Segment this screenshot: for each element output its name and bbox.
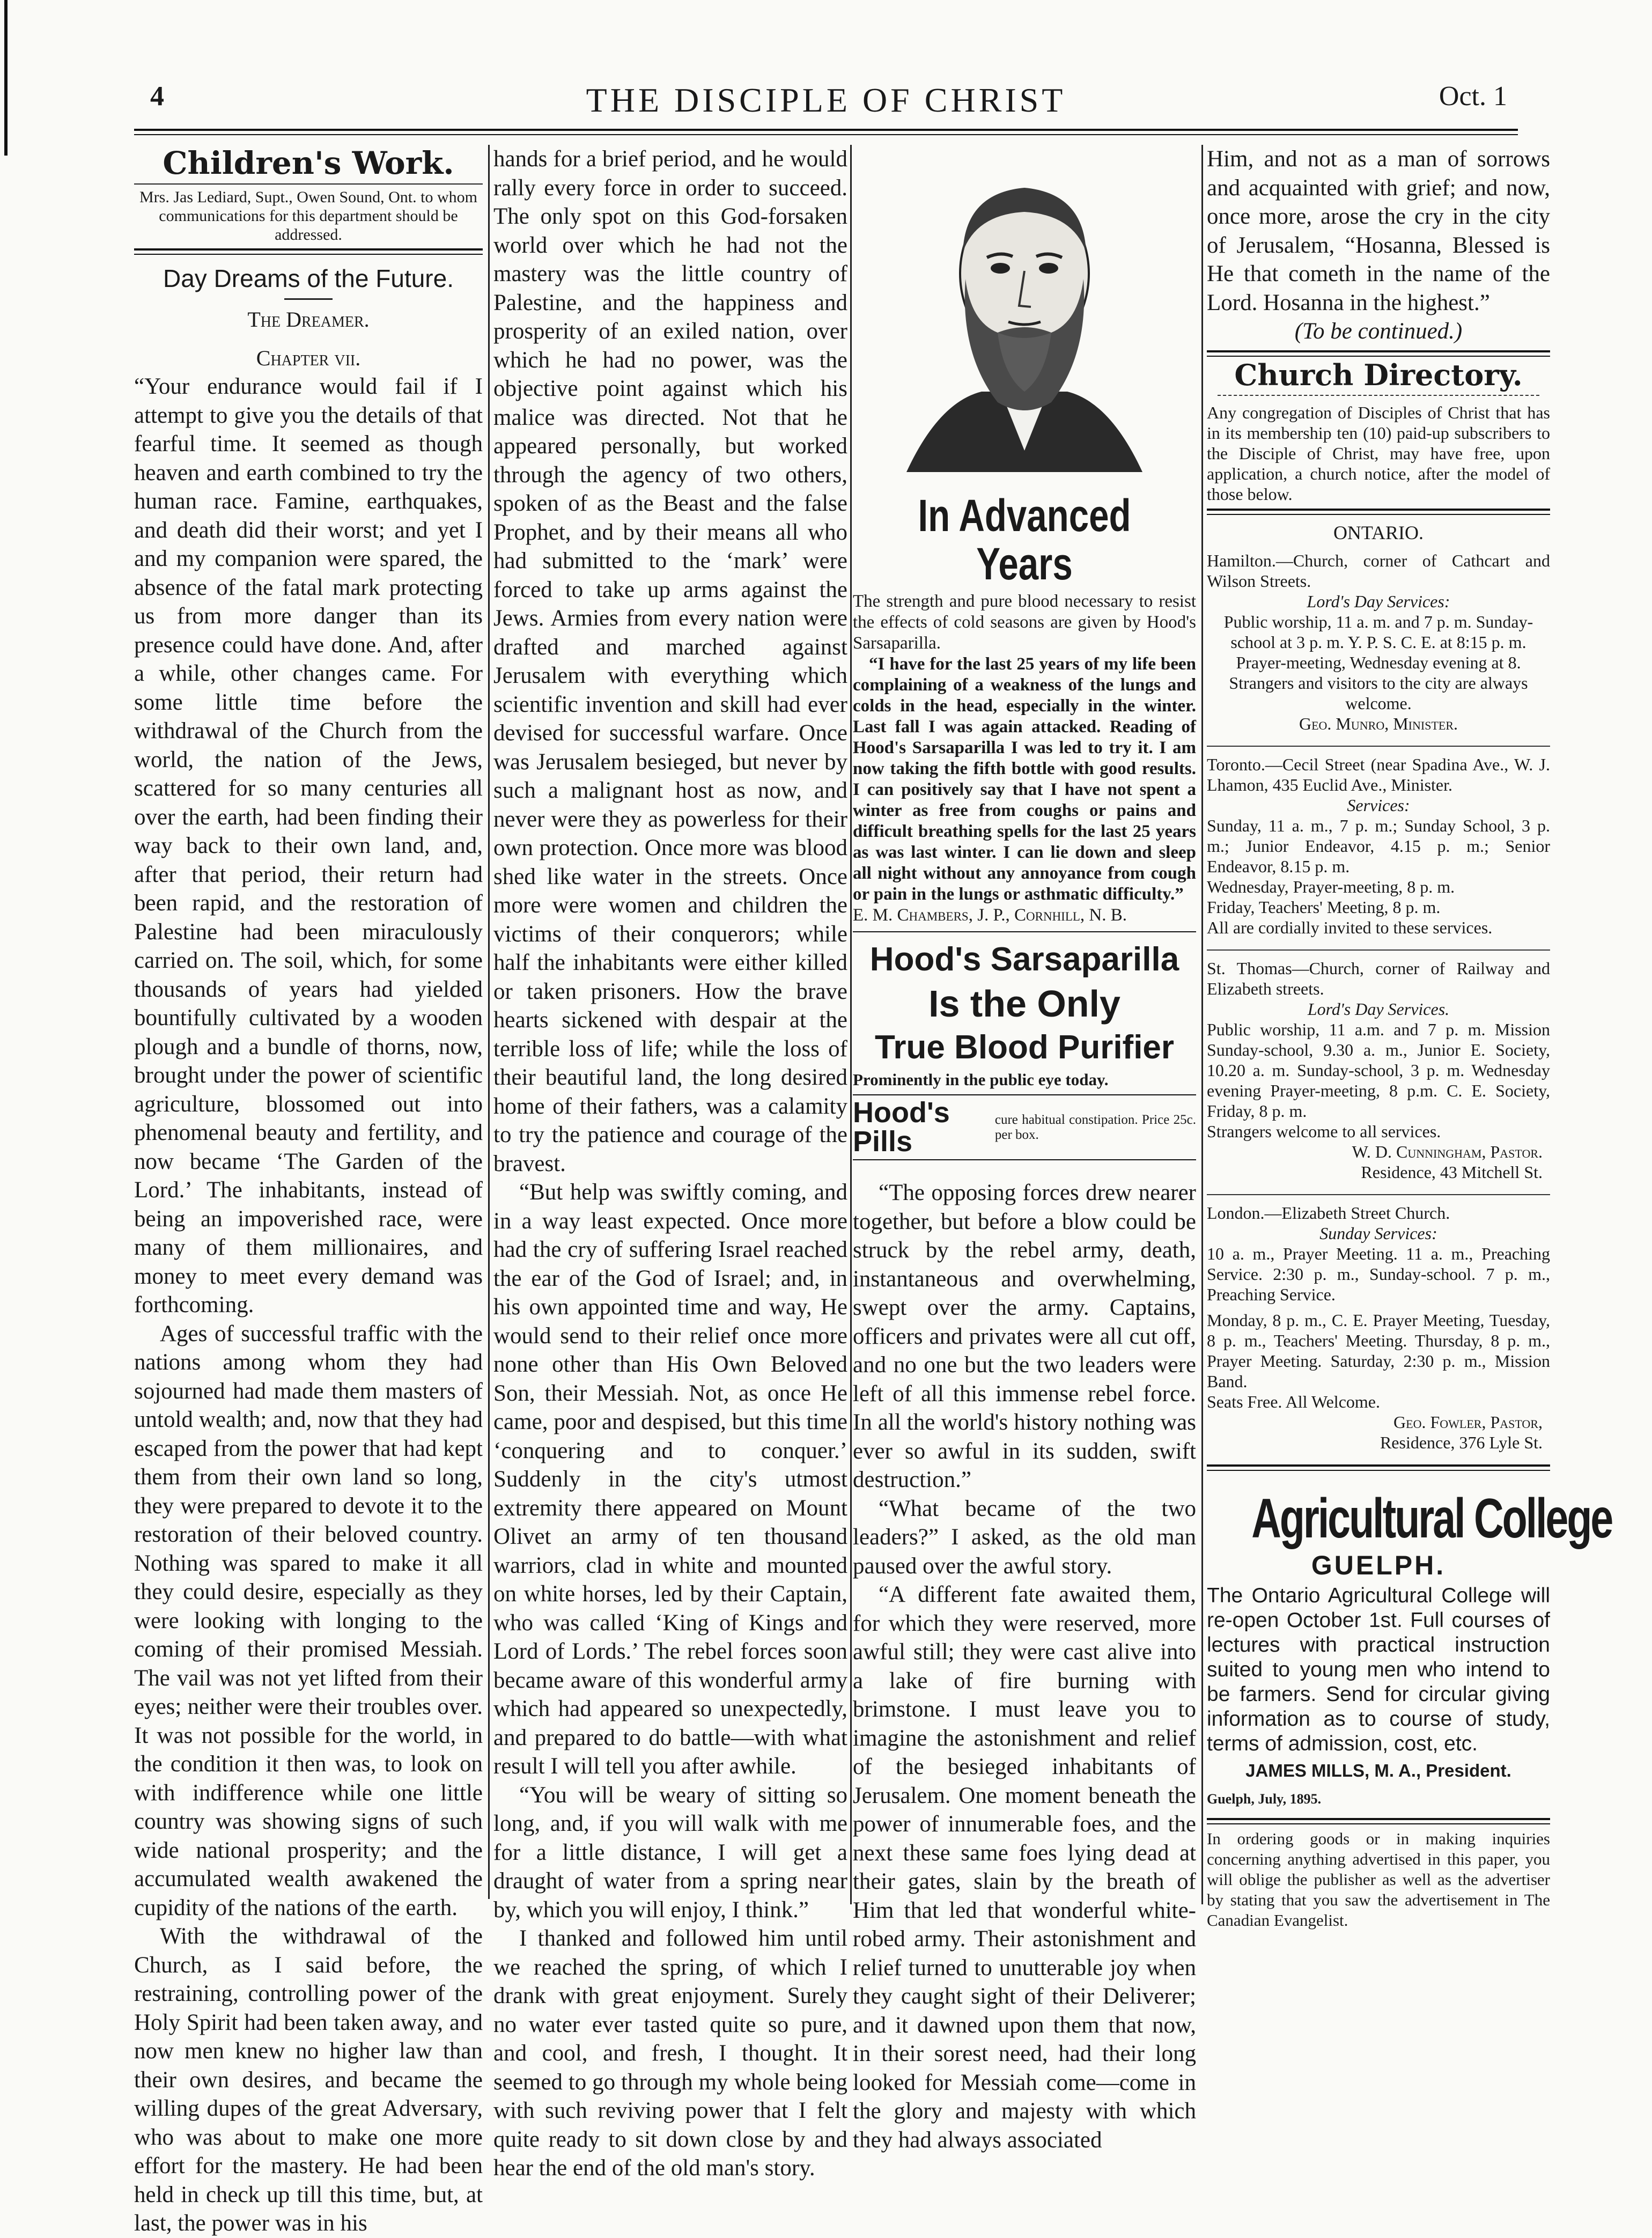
story-title: Day Dreams of the Future. xyxy=(163,264,454,292)
paragraph: Ages of successful traffic with the nations among whom they had sojourned had made them masters of untold wealth; and, now that they had escaped from the power that had kept them from their own land so long, they were prepared to devote it to the restoration of their beloved country. Nothing was spared to make it all they could desire, especially as they were looking with longing to the coming of their promised Messiah. The vail was not yet lifted from their eyes; neither were their troubles over. It was not possible for the world, in the condition it then was, to look on with indifference while one little country was showing signs of such wide national prosperity; and the accumulated wealth awakened the cupidity of the nations of the earth. xyxy=(134,1321,483,1920)
entry-prayer: Prayer-meeting, Wednesday evening at 8. xyxy=(1236,653,1521,672)
pills-name: Hood's Pills xyxy=(853,1096,950,1158)
column-divider xyxy=(850,145,852,1904)
directory-title: Church Directory. xyxy=(1234,357,1523,392)
ad-line: True Blood Purifier xyxy=(874,1029,1175,1066)
entry-head: St. Thomas—Church, corner of Railway and Elizabeth streets. xyxy=(1207,959,1550,998)
entry-invite: All are cordially invited to these services. xyxy=(1207,918,1493,937)
entry-services: 10 a. m., Prayer Meeting. 11 a. m., Preaching Service. 2:30 p. m., Sunday-school. 7 p. m., Preaching Service. xyxy=(1207,1244,1550,1304)
paragraph: “Your endurance would fail if I attempt to give you the details of that fearful time. It seemed as though heaven and earth combined to try the human race. Famine, earthquakes, and death did their worst; and yet I and my companion were spared, the absence of the fatal mark protecting us from more danger than its presence could have done. And, after a while, other changes came. For some little time before the withdrawal of the Church from the world, the nation of the Jews, scattered for so many centuries all over the earth, had been finding their way back to their own land, and, after that period, their return had been rapid, and the restoration of Palestine had been miraculously carried on. The soil, which, for some thousands of years had yielded bountifully cultivated by a wooden plough and a bundle of thorns, now, brought under the power of scientific agriculture, blossomed out into phenomenal beauty and fertility, and now became ‘The Garden of the Lord.’ The inhabitants, instead of being an impoverished race, were many of them millionaires, and money to meet every demand was forthcoming. xyxy=(134,374,483,1317)
rule xyxy=(1207,1464,1550,1471)
ad-signature: E. M. Chambers, J. P., Cornhill, N. B. xyxy=(853,905,1127,925)
header-rule xyxy=(134,129,1518,135)
rule xyxy=(1218,395,1539,396)
column-3 xyxy=(853,145,1196,2153)
entry-friday: Friday, Teachers' Meeting, 8 p. m. xyxy=(1207,897,1441,917)
entry-head: London.—Elizabeth Street Church. xyxy=(1207,1203,1450,1223)
section-note: Mrs. Jas Lediard, Supt., Owen Sound, Ont. to whom communications for this department should be addressed. xyxy=(134,183,483,244)
rule xyxy=(1207,509,1550,515)
entry-services-label: Sunday Services: xyxy=(1319,1224,1437,1243)
entry-head: Toronto.—Cecil Street (near Spadina Ave., W. J. Lhamon, 435 Euclid Ave., Minister. xyxy=(1207,755,1550,794)
college-ad-date: Guelph, July, 1895. xyxy=(1207,1791,1322,1807)
entry-wednesday: Wednesday, Prayer-meeting, 8 p. m. xyxy=(1207,877,1455,896)
chapter-heading: Chapter vii. xyxy=(256,345,361,370)
entry-services-label: Lord's Day Services: xyxy=(1307,592,1450,611)
entry-services-label: Services: xyxy=(1347,796,1410,815)
paragraph: hands for a brief period, and he would rally every force in order to succeed. The only spot on this God-forsaken world over which he had not the mastery was the little country of Palestine, and the happiness and prosperity of an exiled nation, over which he had no power, was the objective point against which his malice was directed. Not that he appeared personally, but worked through the agency of two others, spoken of as the Beast and the false Prophet, and by their means all who had submitted to the ‘mark’ were forced to take up arms against the Jews. Armies from every nation were drafted and marched against Jerusalem with everything which scientific invention and skill had ever devised for successful warfare. Once was Jerusalem besieged, but never by such a malignant host as now, and never were they as powerless for their own protection. Once more was blood shed like water in the streets. Once more were women and children the victims of their conquerors; while half the inhabitants were either killed or taken prisoners. How the brave hearts sickened with despair at the terrible loss of life; while the loss of their beautiful land, the long desired home of their fathers, was a calamity to try the patience and courage of the bravest. xyxy=(493,146,847,1176)
entry-strangers: Strangers welcome to all services. xyxy=(1207,1122,1441,1141)
page-number: 4 xyxy=(150,81,164,112)
ad-intro: The strength and pure blood necessary to resist the effects of cold seasons are given by Hood's Sarsaparilla. xyxy=(853,592,1196,653)
rule xyxy=(1207,1818,1550,1824)
directory-entry-london xyxy=(1207,1203,1550,1453)
byline: The Dreamer. xyxy=(247,307,370,332)
college-ad-place: GUELPH. xyxy=(1311,1550,1446,1580)
rule xyxy=(1207,1194,1550,1195)
column-divider xyxy=(1201,145,1203,1904)
ad-testimonial: “I have for the last 25 years of my life been complaining of a weakness of the lungs and colds in the head, especially in the winter. Last fall I was again attacked. Reading of Hood's Sarsaparilla I was led to try it. I am now taking the fifth bottle with good results. I can positively say that I have not spent a winter as free from coughs or pains and difficult breathing spells for the last 25 years as was last winter. I can lie down and sleep all night without any annoyance from cough or pain in the lungs or asthmatic difficulty.” xyxy=(853,654,1196,904)
directory-entry-toronto xyxy=(1207,754,1550,938)
rule xyxy=(1207,350,1550,357)
paragraph: “But help was swiftly coming, and in a way least expected. Once more had the cry of suffering Israel reached the ear of the God of Israel; and, in his own appointed time and way, He would send to their relief once more none other than His Own Beloved Son, their Messiah. Not, as once He came, poor and despised, but this time ‘conquering and to conquer.’ Suddenly in the city's utmost extremity there appeared on Mount Olivet an army of ten thousand warriors, clad in white and mounted on white horses, led by their Captain, who was called ‘King of Kings and Lord of Lords.’ The rebel forces soon became aware of this wonderful army which had appeared so unexpectedly, and prepared to do battle—with what result I will tell you after awhile. xyxy=(493,1180,847,1779)
entry-pastor: Geo. Fowler, Pastor, xyxy=(1393,1412,1543,1432)
advertiser-notice: In ordering goods or in making inquiries concerning anything advertised in this paper, you will oblige the publisher as well as the advertiser by stating that you saw the advertisement in The Canadian Evangelist. xyxy=(1207,1829,1550,1930)
page-edge xyxy=(4,0,8,156)
directory-intro: Any congregation of Disciples of Christ that has in its membership ten (10) paid-up subscribers to the Disciple of Christ, may have free, upon application, a church notice, after the model of those below. xyxy=(1207,403,1550,504)
rule xyxy=(853,931,1196,932)
college-ad-signed: JAMES MILLS, M. A., President. xyxy=(1245,1760,1511,1780)
entry-strangers: Strangers and visitors to the city are always welcome. xyxy=(1229,673,1528,713)
ad-headline: In Advanced Years xyxy=(918,490,1131,589)
continued-note: (To be continued.) xyxy=(1294,319,1463,344)
column-divider xyxy=(488,145,490,1899)
paragraph: I thanked and followed him until we reached the spring, of which I drank with great enjoyment. Surely no water ever tasted quite so pure, and cool, and fresh, I thought. It seemed to go through my whole being with such reviving power that I felt quite ready to sit down close by and hear the end of the old man's story. xyxy=(493,1926,847,2181)
paragraph: “The opposing forces drew nearer together, but before a blow could be struck by the rebel army, death, instantaneous and overwhelming, swept over the army. Captains, officers and privates were all cut off, and no one but the two leaders were left of all this immense rebel force. In all the world's history nothing was ever so awful in its sudden, swift destruction.” xyxy=(853,1180,1196,1492)
entry-seats: Seats Free. All Welcome. xyxy=(1207,1392,1380,1411)
section-title: Children's Work. xyxy=(163,145,454,181)
entry-services: Public worship, 11 a. m. and 7 p. m. Sunday-school at 3 p. m. Y. P. S. C. E. at 8:15 p. m. xyxy=(1223,612,1533,652)
portrait-engraving xyxy=(853,145,1196,488)
college-ad-copy: The Ontario Agricultural College will re-open October 1st. Full courses of lectures with practical instruction suited to young men who intend to be farmers. Send for circular giving information as to course of study, terms of admission, cost, etc. xyxy=(1207,1584,1550,1755)
pills-ad xyxy=(853,1094,1196,1160)
directory-entry-hamilton xyxy=(1207,550,1550,734)
paragraph: “You will be weary of sitting so long, and, if you will walk with me for a little distance, I will get a draught of water from a spring near by, which you will enjoy, I think.” xyxy=(493,1782,847,1923)
page-header xyxy=(134,80,1518,123)
column-1 xyxy=(134,145,483,2236)
entry-residence: Residence, 376 Lyle St. xyxy=(1380,1433,1543,1452)
paragraph: “A different fate awaited them, for which they were reserved, more awful still; they were cast alive into a lake of fire burning with brimstone. I must leave you to imagine the astonishment and relief of the besieged inhabitants of Jerusalem. One moment beneath the power of innumerable foes, and the next these same foes lying dead at their gates, slain by the breath of Him that led that wonderful white-robed army. Their astonishment and relief turned to unutterable joy when they caught sight of their Deliverer; and it dawned upon them that now, in their sorest need, had their long looked for Messiah come—come in the glory and majesty with which they had always associated xyxy=(853,1582,1196,2153)
directory-entry-st-thomas xyxy=(1207,958,1550,1182)
rule xyxy=(284,298,333,300)
pills-desc: cure habitual constipation. Price 25c. per box. xyxy=(994,1112,1196,1142)
college-ad-title: Agricultural College xyxy=(1251,1488,1612,1550)
column-4 xyxy=(1207,145,1612,1930)
issue-date: Oct. 1 xyxy=(1439,81,1507,112)
rule xyxy=(1207,949,1550,951)
ad-line: Hood's Sarsaparilla xyxy=(869,941,1179,978)
rule xyxy=(1207,746,1550,747)
province-heading: ONTARIO. xyxy=(1333,522,1424,543)
paragraph: “What became of the two leaders?” I asked, as the old man paused over the awful story. xyxy=(853,1496,1196,1579)
paragraph: With the withdrawal of the Church, as I said before, the restraining, controlling power of the Holy Spirit had been taken away, and now men knew no higher law than their own desires, and became the willing dupes of the great Adversary, who was about to make one more effort for the mastery. He had been held in check up till this time, but, at last, the power was in his xyxy=(134,1924,483,2236)
entry-services: Sunday, 11 a. m., 7 p. m.; Sunday School, 3 p. m.; Junior Endeavor, 4.15 p. m.; Senior Endeavor, 8.15 p. m. xyxy=(1207,816,1550,876)
entry-services-label: Lord's Day Services. xyxy=(1307,999,1450,1019)
entry-pastor: W. D. Cunningham, Pastor. xyxy=(1352,1142,1543,1161)
entry-services: Public worship, 11 a.m. and 7 p. m. Mission Sunday-school, 9.30 a. m., Junior E. Society, 10.20 a. m. Sunday-school, 3 p. m. Wednesday evening Prayer-meeting, 8 p.m. C. E. Society, Friday, 8 p. m. xyxy=(1207,1020,1550,1121)
entry-residence: Residence, 43 Mitchell St. xyxy=(1361,1162,1543,1182)
ad-tagline: Prominently in the public eye today. xyxy=(853,1070,1109,1089)
entry-minister: Geo. Munro, Minister. xyxy=(1299,714,1458,733)
paragraph: Him, and not as a man of sorrows and acquainted with grief; and now, once more, arose the cry in the city of Jerusalem, “Hosanna, Blessed is He that cometh in the name of the Lord. Hosanna in the highest.” xyxy=(1207,146,1550,315)
entry-weekly: Monday, 8 p. m., C. E. Prayer Meeting, Tuesday, 8 p. m., Teachers' Meeting. Thursday, 8 p. m., Prayer Meeting. Saturday, 2:30 p. m., Mission Band. xyxy=(1207,1311,1550,1391)
entry-head: Hamilton.—Church, corner of Cathcart and Wilson Streets. xyxy=(1207,551,1550,591)
masthead: THE DISCIPLE OF CHRIST xyxy=(586,81,1066,119)
rule xyxy=(134,248,483,255)
column-2 xyxy=(493,145,847,2181)
ad-line: Is the Only xyxy=(928,983,1120,1025)
